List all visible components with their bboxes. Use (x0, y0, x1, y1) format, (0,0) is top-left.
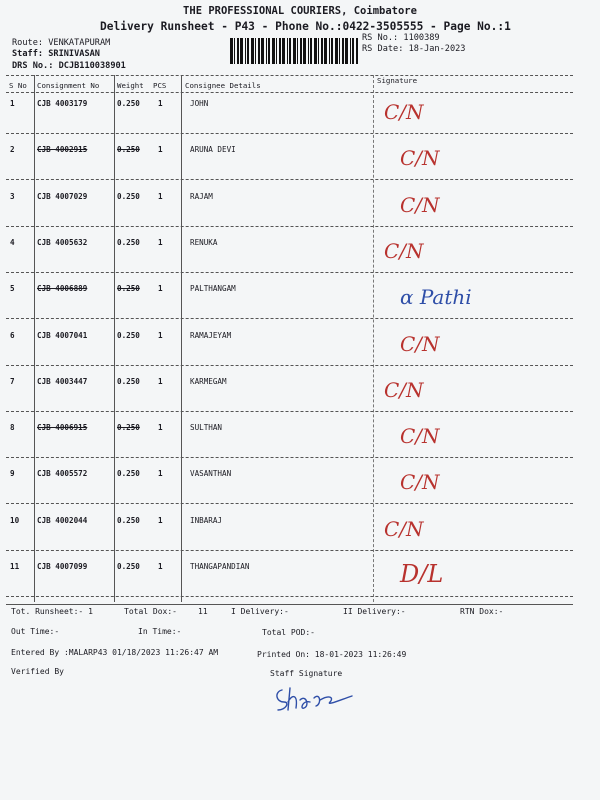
barcode-bar (240, 38, 243, 64)
route-value: VENKATAPURAM (48, 38, 111, 48)
column-header-weight: Weight (117, 81, 144, 90)
cell-sno: 2 (10, 145, 15, 154)
cell-pcs: 1 (158, 377, 163, 386)
barcode-bar (345, 38, 348, 64)
barcode-image (230, 38, 358, 64)
barcode-bar (352, 38, 354, 64)
i-delivery: I Delivery:- (231, 607, 289, 616)
runsheet-subtitle: Delivery Runsheet - P43 - Phone No.:0422-3505555 - Page No.:1 (100, 20, 511, 33)
row-divider (6, 411, 573, 412)
cell-cno: CJB 4005572 (37, 469, 88, 478)
cell-weight: 0.250 (117, 331, 140, 340)
cell-weight: 0.250 (117, 284, 140, 293)
cell-cno: CJB 4006915 (37, 423, 88, 432)
barcode-bar (318, 38, 319, 64)
cell-cno: CJB 4002915 (37, 145, 88, 154)
cell-cno: CJB 4003447 (37, 377, 88, 386)
signature-text: C/N (384, 517, 424, 541)
barcode-bar (247, 38, 249, 64)
signature-mark (376, 93, 526, 129)
cell-weight: 0.250 (117, 99, 140, 108)
company-title: THE PROFESSIONAL COURIERS, Coimbatore (183, 5, 417, 17)
signature-text: ɑ Pathi (400, 285, 472, 309)
cell-name: INBARAJ (190, 516, 223, 525)
row-divider (6, 596, 573, 597)
barcode-bar (329, 38, 330, 64)
cell-pcs: 1 (158, 469, 163, 478)
cell-weight: 0.250 (117, 192, 140, 201)
barcode-bar (282, 38, 285, 64)
route-label: Route: (12, 38, 44, 48)
total-runsheet: Tot. Runsheet:- 1 (11, 607, 93, 616)
column-divider (373, 75, 374, 602)
cell-cno: CJB 4006889 (37, 284, 88, 293)
row-divider (6, 457, 573, 458)
barcode-bar (230, 38, 233, 64)
cell-sno: 1 (10, 99, 15, 108)
barcode-bar (276, 38, 277, 64)
row-divider (6, 179, 573, 180)
cell-name: THANGAPANDIAN (190, 562, 250, 571)
cell-sno: 3 (10, 192, 15, 201)
cell-pcs: 1 (158, 516, 163, 525)
row-divider (6, 550, 573, 551)
cell-cno: CJB 4002044 (37, 516, 88, 525)
staff-value: SRINIVASAN (48, 49, 100, 59)
barcode-bar (356, 38, 358, 64)
barcode-bar (335, 38, 338, 64)
signature-mark (376, 463, 526, 499)
staff-line (12, 49, 100, 59)
cell-weight: 0.250 (117, 145, 140, 154)
total-dox-value: 11 (198, 607, 208, 616)
barcode-bar (258, 38, 260, 64)
barcode-bar (314, 38, 317, 64)
printed-on: Printed On: 18-01-2023 11:26:49 (257, 650, 407, 659)
column-header-consignment: Consignment No (37, 81, 100, 90)
barcode-bar (287, 38, 288, 64)
barcode-bar (308, 38, 309, 64)
cell-cno: CJB 4007029 (37, 192, 88, 201)
barcode-bar (245, 38, 246, 64)
signature-mark (376, 510, 526, 546)
staff-signature-label: Staff Signature (270, 669, 343, 678)
signature-text: C/N (400, 332, 440, 356)
cell-sno: 9 (10, 469, 15, 478)
signature-mark (376, 186, 526, 222)
cell-name: PALTHANGAM (190, 284, 236, 293)
verified-by: Verified By (11, 667, 64, 676)
row-divider (6, 226, 573, 227)
row-divider (6, 133, 573, 134)
barcode-bar (255, 38, 256, 64)
cell-pcs: 1 (158, 99, 163, 108)
barcode-bar (297, 38, 298, 64)
cell-pcs: 1 (158, 192, 163, 201)
cell-cno: CJB 4007099 (37, 562, 88, 571)
route-line (12, 38, 110, 48)
cell-pcs: 1 (158, 284, 163, 293)
column-divider (34, 75, 35, 602)
cell-sno: 5 (10, 284, 15, 293)
signature-text: C/N (400, 193, 440, 217)
barcode-bar (234, 38, 235, 64)
cell-weight: 0.250 (117, 238, 140, 247)
column-divider (181, 75, 182, 602)
cell-weight: 0.250 (117, 377, 140, 386)
cell-pcs: 1 (158, 331, 163, 340)
barcode-bar (300, 38, 302, 64)
column-header-consignee: Consignee Details (185, 81, 261, 90)
cell-name: KARMEGAM (190, 377, 227, 386)
table-top-rule (6, 75, 573, 76)
cell-cno: CJB 4005632 (37, 238, 88, 247)
signature-text: D/L (400, 560, 444, 588)
column-divider (114, 75, 115, 602)
cell-name: JOHN (190, 99, 209, 108)
signature-mark (376, 232, 526, 268)
cell-name: RENUKA (190, 238, 218, 247)
barcode-bar (339, 38, 340, 64)
cell-pcs: 1 (158, 562, 163, 571)
signature-text: C/N (384, 239, 424, 263)
signature-mark (376, 371, 526, 407)
row-divider (6, 318, 573, 319)
rs-number: RS No.: 1100389 (362, 33, 440, 43)
barcode-bar (266, 38, 267, 64)
cell-sno: 4 (10, 238, 15, 247)
cell-sno: 8 (10, 423, 15, 432)
staff-signature-image (270, 680, 360, 716)
cell-weight: 0.250 (117, 423, 140, 432)
staff-label: Staff: (12, 49, 44, 59)
total-pod: Total POD:- (262, 628, 315, 637)
rtn-dox: RTN Dox:- (460, 607, 504, 616)
barcode-bar (251, 38, 254, 64)
signature-mark (376, 278, 526, 314)
barcode-bar (268, 38, 270, 64)
barcode-bar (342, 38, 344, 64)
total-dox-label: Total Dox:- (124, 607, 177, 616)
drs-value: DCJB110038901 (58, 61, 126, 71)
cell-name: RAJAM (190, 192, 213, 201)
cell-cno: CJB 4003179 (37, 99, 88, 108)
signature-mark (376, 417, 526, 453)
cell-pcs: 1 (158, 423, 163, 432)
cell-name: RAMAJEYAM (190, 331, 232, 340)
barcode-bar (321, 38, 323, 64)
row-divider (6, 503, 573, 504)
cell-weight: 0.250 (117, 516, 140, 525)
rs-date: RS Date: 18-Jan-2023 (362, 44, 466, 54)
cell-sno: 11 (10, 562, 20, 571)
barcode-bar (237, 38, 239, 64)
column-header-pcs: PCS (153, 81, 167, 90)
signature-text: C/N (384, 378, 424, 402)
row-divider (6, 272, 573, 273)
out-time: Out Time:- (11, 627, 60, 636)
table-bottom-rule (6, 604, 573, 605)
barcode-bar (272, 38, 275, 64)
in-time: In Time:- (138, 627, 182, 636)
column-header-signature: Signature (377, 76, 418, 85)
barcode-bar (324, 38, 327, 64)
signature-text: C/N (400, 146, 440, 170)
cell-name: ARUNA DEVI (190, 145, 236, 154)
cell-sno: 10 (10, 516, 20, 525)
signature-mark (376, 139, 526, 175)
barcode-bar (310, 38, 312, 64)
barcode-bar (293, 38, 296, 64)
cell-sno: 7 (10, 377, 15, 386)
signature-mark (376, 325, 526, 361)
cell-weight: 0.250 (117, 562, 140, 571)
signature-text: C/N (400, 424, 440, 448)
barcode-bar (350, 38, 351, 64)
signature-text: C/N (384, 100, 424, 124)
drs-line (12, 61, 126, 71)
barcode-bar (303, 38, 306, 64)
cell-name: SULTHAN (190, 423, 223, 432)
barcode-bar (279, 38, 281, 64)
barcode-bar (289, 38, 291, 64)
cell-weight: 0.250 (117, 469, 140, 478)
barcode-bar (261, 38, 264, 64)
signature-mark (376, 556, 526, 592)
cell-name: VASANTHAN (190, 469, 232, 478)
drs-label: DRS No.: (12, 61, 54, 71)
ii-delivery: II Delivery:- (343, 607, 406, 616)
cell-pcs: 1 (158, 145, 163, 154)
column-header-sno: S No (9, 81, 27, 90)
cell-pcs: 1 (158, 238, 163, 247)
barcode-bar (331, 38, 333, 64)
row-divider (6, 365, 573, 366)
cell-sno: 6 (10, 331, 15, 340)
signature-text: C/N (400, 470, 440, 494)
entered-by: Entered By :MALARP43 01/18/2023 11:26:47 AM (11, 648, 219, 657)
cell-cno: CJB 4007041 (37, 331, 88, 340)
